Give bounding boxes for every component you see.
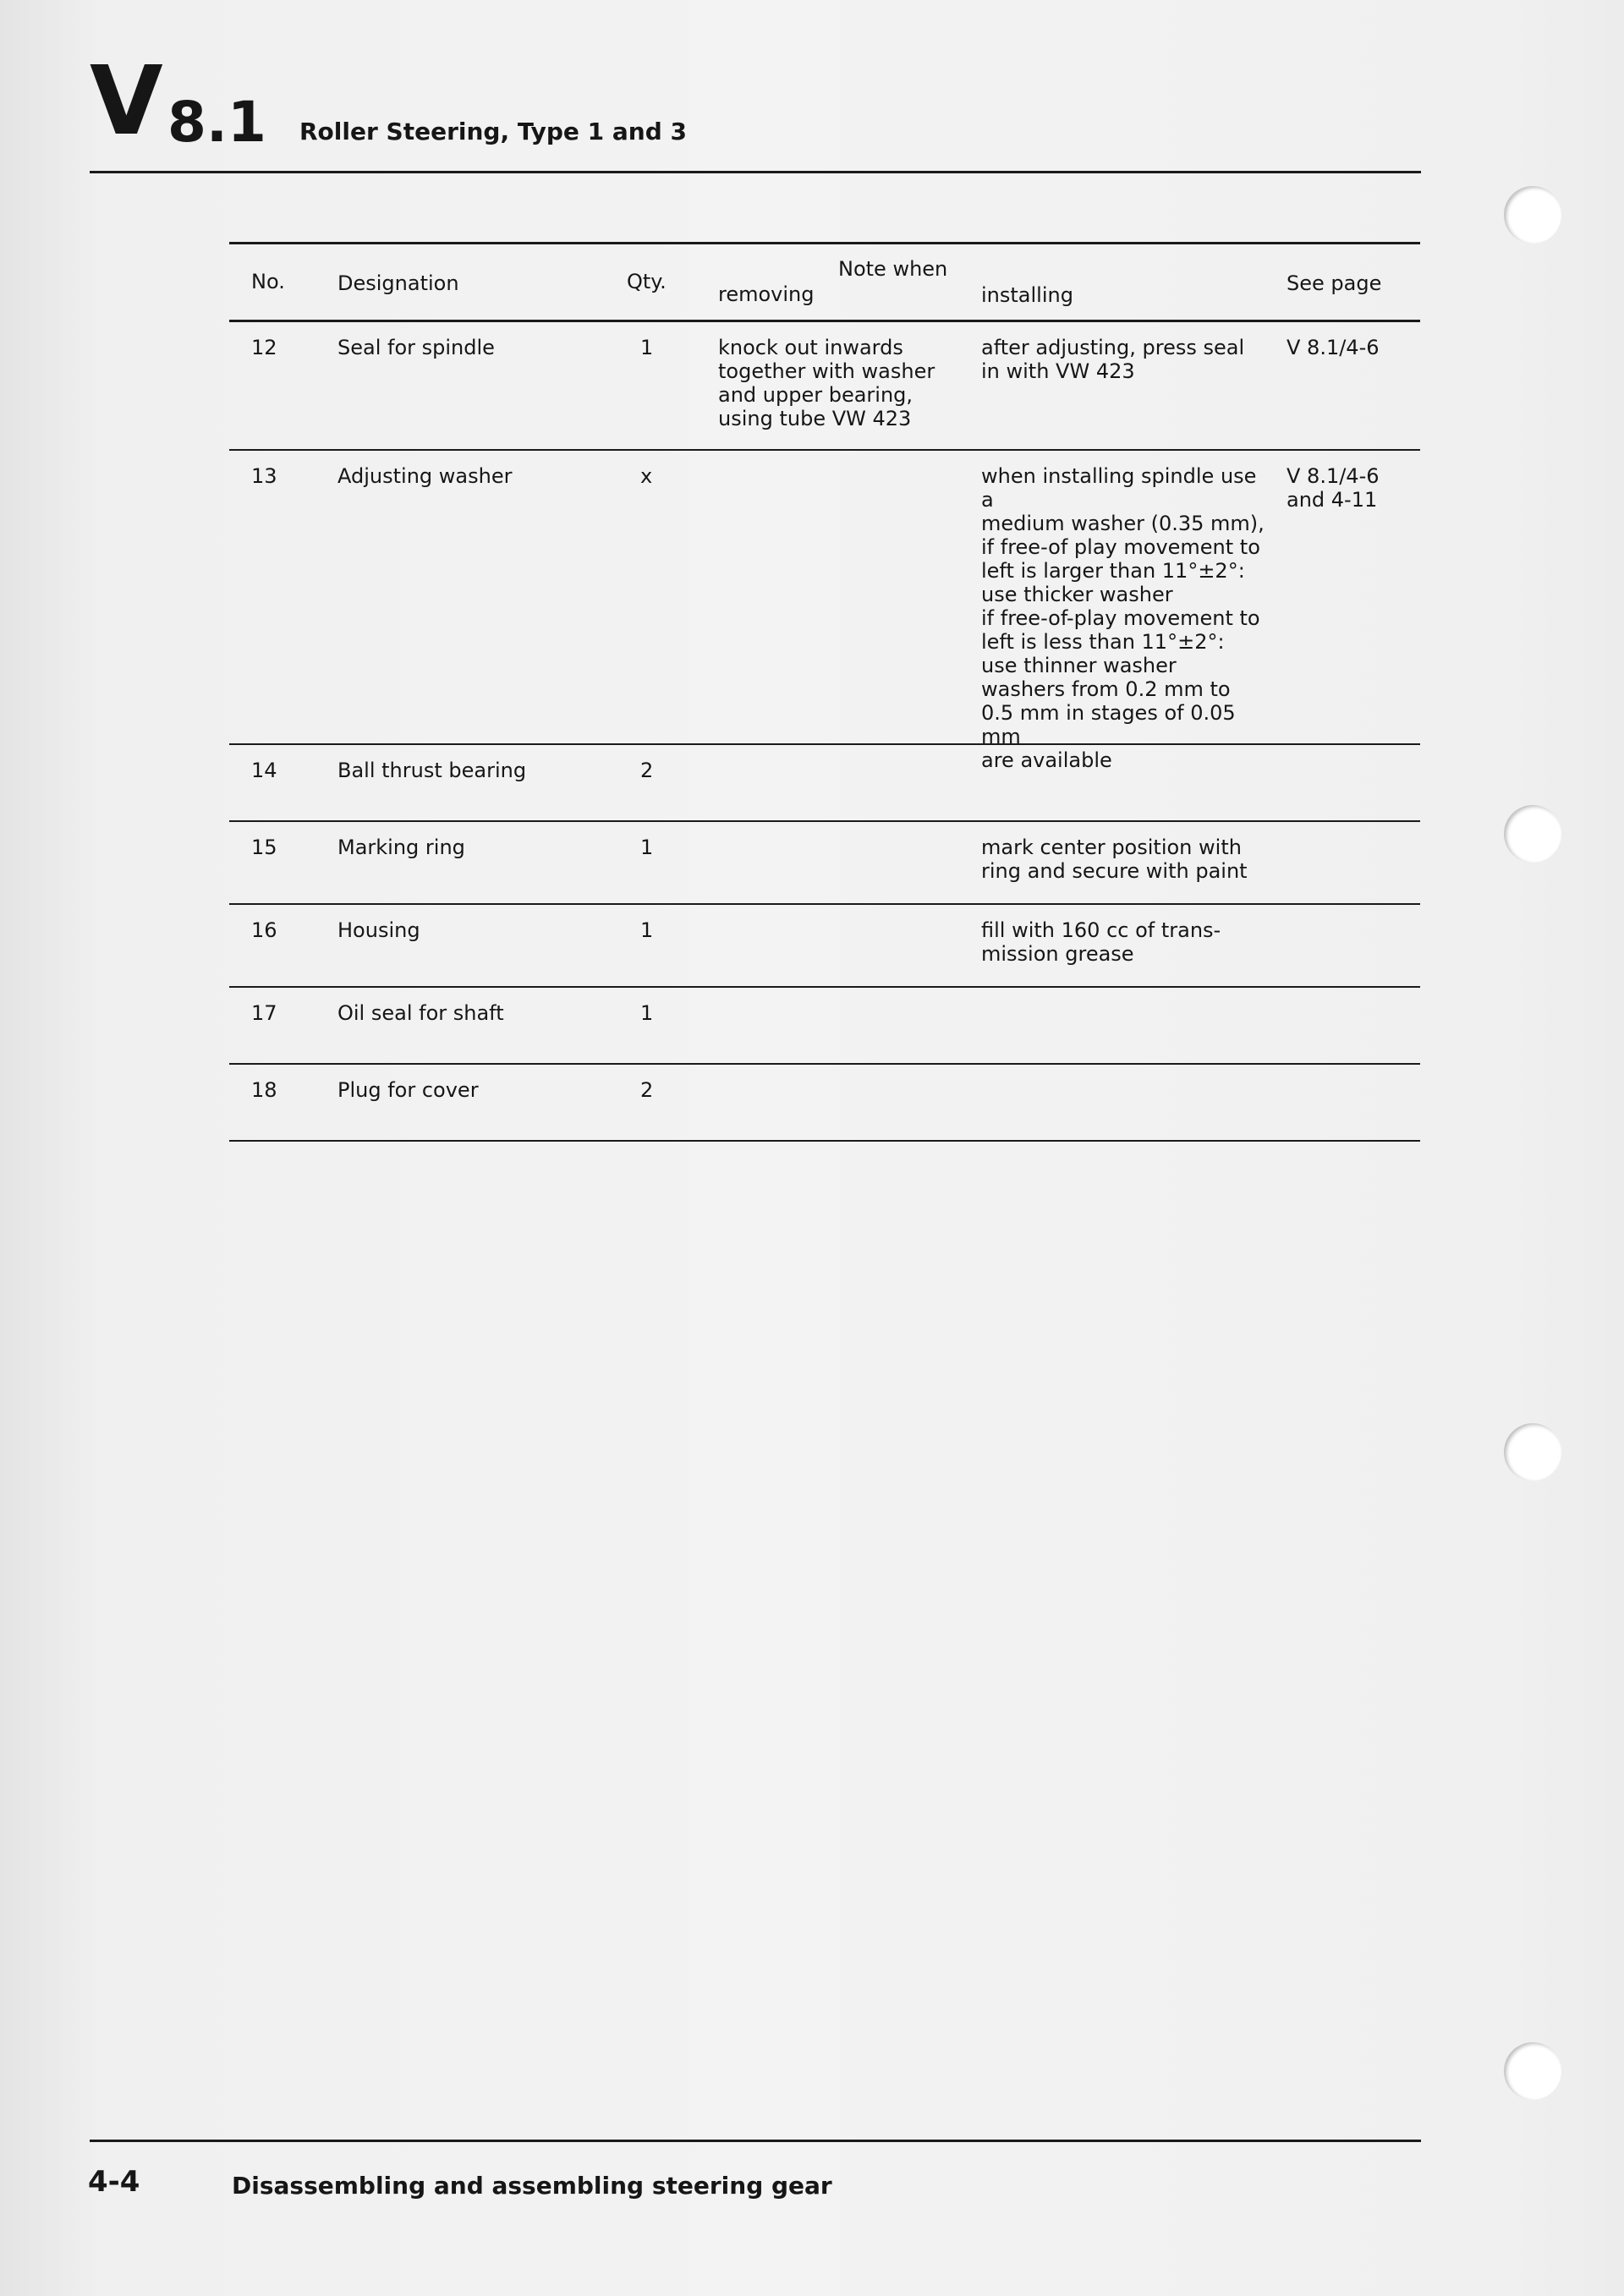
text-line: are available [981,748,1112,772]
punch-hole [1504,186,1561,244]
cell-qty: x [640,464,653,488]
cell-note-installing [981,464,1269,772]
parts-table [229,242,1420,1142]
column-header-installing: installing [981,283,1073,307]
text-line: in with VW 423 [981,359,1135,383]
column-header-qty: Qty. [627,270,667,293]
text-line: fill with 160 cc of trans- [981,918,1221,942]
page-header [90,47,1421,173]
column-header-designation: Designation [337,271,459,295]
text-line: when installing spindle use a [981,464,1257,512]
text-line: V 8.1/4-6 [1287,464,1380,488]
table-row [229,988,1420,1065]
text-line: mission grease [981,942,1134,966]
cell-note-removing [718,336,963,430]
column-header-note-when: Note when [838,257,948,281]
table-row [229,1065,1420,1142]
cell-designation: Ball thrust bearing [337,759,527,782]
cell-no: 16 [251,918,277,942]
cell-no: 15 [251,836,277,859]
text-line: 0.5 mm in stages of 0.05 mm [981,701,1236,748]
cell-qty: 1 [640,918,654,942]
text-line: after adjusting, press seal [981,336,1245,359]
footer-title: Disassembling and assembling steering gear [232,2172,832,2200]
cell-no: 17 [251,1001,277,1025]
text-line: using tube VW 423 [718,407,912,430]
table-row [229,905,1420,988]
cell-designation: Housing [337,918,420,942]
table-header [229,244,1420,322]
text-line: left is less than 11°±2°: [981,630,1225,654]
punch-hole [1504,2042,1561,2100]
cell-see-page [1287,464,1413,512]
cell-note-installing [981,336,1269,383]
section-letter: V [90,47,162,156]
table-body [229,322,1420,1142]
cell-qty: 1 [640,1001,654,1025]
cell-designation: Marking ring [337,836,465,859]
cell-designation: Seal for spindle [337,336,495,359]
cell-qty: 1 [640,836,654,859]
text-line: V 8.1/4-6 [1287,336,1380,359]
text-line: and 4-11 [1287,488,1378,512]
page-title: Roller Steering, Type 1 and 3 [299,118,687,145]
cell-qty: 2 [640,1078,654,1102]
text-line: left is larger than 11°±2°: [981,559,1245,583]
cell-no: 12 [251,336,277,359]
cell-no: 18 [251,1078,277,1102]
section-number: 8.1 [167,90,266,155]
punch-hole [1504,805,1561,863]
column-header-no: No. [251,270,285,293]
cell-note-installing [981,836,1269,883]
column-header-see-page: See page [1287,271,1382,295]
table-row [229,745,1420,822]
text-line: and upper bearing, [718,383,914,407]
cell-designation: Adjusting washer [337,464,513,488]
column-header-removing: removing [718,282,815,306]
cell-designation: Plug for cover [337,1078,479,1102]
punch-hole [1504,1423,1561,1481]
table-row [229,822,1420,905]
cell-qty: 1 [640,336,654,359]
cell-note-installing [981,918,1269,966]
text-line: use thicker washer [981,583,1173,606]
text-line: knock out inwards [718,336,903,359]
table-row [229,322,1420,451]
text-line: if free-of-play movement to [981,606,1260,630]
text-line: together with washer [718,359,935,383]
text-line: medium washer (0.35 mm), [981,512,1265,535]
text-line: use thinner washer [981,654,1177,677]
cell-see-page [1287,336,1413,359]
cell-no: 13 [251,464,277,488]
cell-qty: 2 [640,759,654,782]
footer-rule [90,2140,1421,2142]
page-number: 4-4 [88,2165,140,2199]
text-line: if free-of play movement to [981,535,1260,559]
cell-designation: Oil seal for shaft [337,1001,504,1025]
text-line: ring and secure with paint [981,859,1248,883]
text-line: mark center position with [981,836,1242,859]
text-line: washers from 0.2 mm to [981,677,1231,701]
cell-no: 14 [251,759,277,782]
